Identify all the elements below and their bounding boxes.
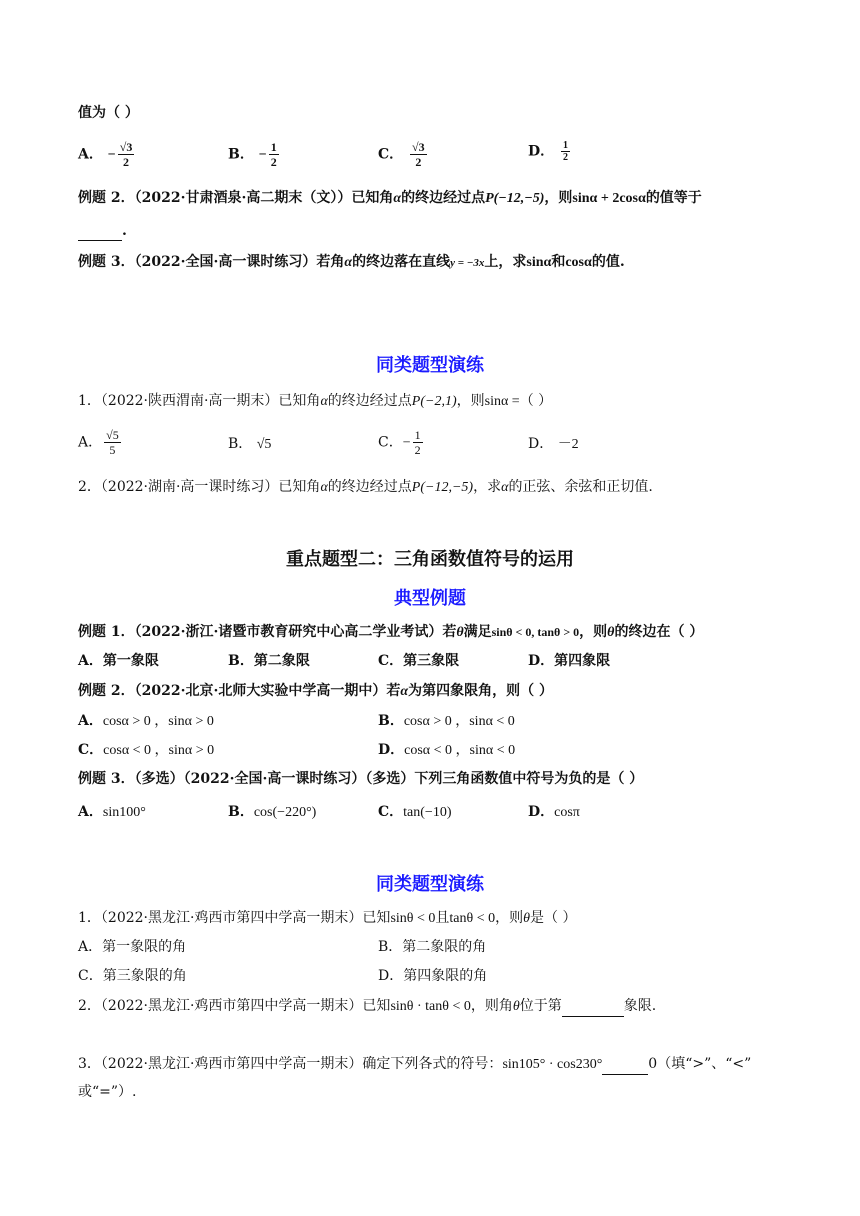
example-text: 例题 3．（2022·全国·高一课时练习）若角 (78, 254, 345, 270)
question-text: 2．（2022·黑龙江·鸡西市第四中学高一期末）已知 (78, 998, 391, 1014)
practice-question-3-continued: 或“=”）. (78, 1084, 137, 1100)
option-value: sin100° (102, 805, 146, 820)
example-text: 的终边在（ ） (614, 624, 704, 640)
math-sin: sinα (526, 255, 552, 270)
fraction-denominator: 5 (109, 443, 116, 457)
example-text: 的终边经过点 (401, 190, 486, 206)
math-alpha: α (393, 191, 402, 206)
type2-example-3: 例题 3．（多选）（2022·全国·高一课时练习）（多选）下列三角函数值中符号为负的是（ ） (78, 771, 644, 787)
math-condition: tanθ < 0 (449, 911, 496, 926)
math-theta: θ (523, 911, 530, 926)
option-label: A． (78, 146, 103, 163)
option-label: A． (78, 434, 103, 451)
option-a (78, 711, 214, 732)
section-title-typical-examples: 典型例题 (394, 588, 466, 609)
example-text: ，则 (579, 624, 608, 640)
option-d (528, 140, 572, 163)
option-label: D． (528, 804, 555, 820)
math-alpha: α (501, 480, 509, 495)
question-text: 位于第 (519, 998, 562, 1014)
option-label: B． (378, 713, 404, 729)
question-text: 象限. (623, 998, 657, 1014)
fraction-denominator: 2 (414, 443, 421, 457)
stem-text: 值为（ ） (78, 105, 139, 121)
question-text: 1．（2022·陕西渭南·高一期末）已知角 (78, 393, 321, 409)
practice-question-2 (78, 996, 656, 1017)
option-a: A． − $\frac{√3}{2}$ (78, 140, 133, 169)
question-text: 2．（2022·湖南·高一课时练习）已知角 (78, 479, 321, 495)
fraction-numerator: 1 (414, 428, 421, 442)
example-text: 满足 (463, 624, 492, 640)
math-expression: sinθ · tanθ < 0 (390, 999, 471, 1014)
option-label: C． (378, 804, 404, 820)
option-label: D． (378, 742, 405, 758)
option-value: cos(−220°) (253, 805, 317, 820)
option-value: cosα < 0 ，sinα < 0 (404, 743, 516, 758)
option-label: B． (228, 436, 253, 452)
math-alpha: α (320, 394, 328, 409)
option-value: √5 (256, 437, 272, 452)
question-text: （ ） (519, 393, 553, 409)
answer-blank-line (78, 221, 127, 241)
question-text: ，则角 (470, 998, 513, 1014)
example-text: 例题 1．（2022·浙江·诸暨市教育研究中心高二学业考试）若 (78, 624, 457, 640)
option-c (78, 740, 214, 761)
option-label: C． (378, 146, 404, 163)
option-value: －2 (557, 437, 579, 452)
fraction-numerator: 1 (270, 140, 277, 154)
example-text: 例题 2．（2022·甘肃酒泉·高二期末（文））已知角 (78, 190, 394, 206)
fraction-denominator: 2 (270, 155, 277, 169)
math-alpha: α (400, 684, 409, 699)
option-value: tan(−10) (403, 805, 452, 820)
example-text: 上，求 (484, 254, 527, 270)
option-value: cosα > 0 ，sinα < 0 (403, 714, 515, 729)
example-text: 的值等于 (645, 190, 702, 206)
example-3 (78, 252, 625, 273)
option-b: B．第二象限 (228, 653, 310, 669)
math-alpha: α (320, 480, 328, 495)
example-text: 的终边落在直线 (352, 254, 451, 270)
option-b: B．第二象限的角 (378, 939, 487, 955)
option-c (378, 428, 425, 457)
option-label: B． (228, 804, 254, 820)
fraction-denominator: 2 (563, 152, 569, 163)
fraction-denominator: 2 (415, 155, 422, 169)
minus-sign: − (402, 435, 411, 451)
math-expression: sinα = (484, 394, 520, 409)
question-stem-tail (78, 103, 139, 123)
option-label: A． (78, 713, 103, 729)
math-condition: sinθ < 0 (390, 911, 436, 926)
example-2 (78, 188, 702, 209)
option-b (228, 802, 316, 823)
fraction-numerator: √5 (106, 428, 119, 442)
question-text: 的正弦、余弦和正切值. (508, 479, 653, 495)
option-d (528, 802, 580, 823)
option-c (378, 802, 451, 823)
option-value: cosπ (554, 805, 580, 820)
math-condition: sinθ < 0, tanθ > 0 (491, 625, 580, 639)
fraction-numerator: √3 (412, 140, 425, 154)
question-text: ，则 (456, 393, 485, 409)
example-text: 和 (551, 254, 566, 270)
option-label: A． (78, 804, 103, 820)
math-line-equation: y = −3x (450, 257, 485, 269)
fraction-numerator: √3 (119, 140, 133, 154)
option-label: C． (378, 434, 403, 451)
practice-question-1 (78, 391, 552, 412)
math-point: P(−12,−5) (411, 480, 474, 495)
fraction-denominator: 2 (123, 155, 130, 169)
option-a: A．第一象限的角 (78, 939, 187, 955)
math-alpha: α (344, 255, 353, 270)
section-title-type-2: 重点题型二：三角函数值符号的运用 (286, 549, 574, 570)
option-a (78, 428, 123, 457)
type2-example-1 (78, 622, 703, 643)
option-value: cosα > 0 ，sinα > 0 (102, 714, 214, 729)
question-text: ，则 (495, 910, 524, 926)
question-text: 的终边经过点 (327, 479, 412, 495)
option-d: D．第四象限 (528, 653, 611, 669)
math-point: P(−12,−5) (485, 191, 545, 206)
answer-blank (78, 240, 122, 241)
practice-question-3 (78, 1054, 751, 1075)
option-value: cosα < 0 ，sinα > 0 (103, 743, 215, 758)
period: . (122, 223, 127, 239)
question-text: ，求 (473, 479, 502, 495)
option-label: C． (78, 742, 104, 758)
option-label: D． (528, 436, 554, 452)
option-c: C．第三象限 (378, 653, 460, 669)
math-cos: cosα (565, 255, 592, 270)
option-d: D．第四象限的角 (378, 968, 488, 984)
example-text: 为第四象限角，则（ ） (408, 683, 553, 699)
math-theta: θ (512, 999, 520, 1014)
example-text: 例题 2．（2022·北京·北师大实验中学高一期中）若 (78, 683, 401, 699)
option-label: B． (228, 146, 254, 163)
math-expression: sinα + 2cosα (572, 191, 646, 206)
question-text: 的终边经过点 (327, 393, 412, 409)
option-d (528, 434, 579, 455)
type2-example-2 (78, 681, 553, 702)
question-text: 3．（2022·黑龙江·鸡西市第四中学高一期末）确定下列各式的符号： (78, 1056, 503, 1072)
answer-blank (602, 1074, 648, 1075)
section-title-practice-2: 同类题型演练 (376, 874, 484, 895)
option-b (378, 711, 515, 732)
option-a (78, 802, 146, 823)
option-c (378, 140, 429, 169)
math-point: P(−2,1) (411, 394, 457, 409)
fraction-numerator: 1 (563, 140, 569, 151)
option-d (378, 740, 515, 761)
math-theta: θ (456, 625, 464, 640)
practice-question-2 (78, 477, 653, 498)
question-text: 是（ ） (530, 910, 577, 926)
question-text: 0（填“>”、“<” (648, 1056, 752, 1072)
question-text: 且 (435, 910, 450, 926)
option-c: C．第三象限的角 (78, 968, 187, 984)
math-expression: sin105° · cos230° (502, 1057, 603, 1072)
answer-blank (562, 1016, 624, 1017)
question-text: 1．（2022·黑龙江·鸡西市第四中学高一期末）已知 (78, 910, 391, 926)
option-b: B． − $\frac{1}{2}$ (228, 140, 277, 169)
example-text: ，则 (544, 190, 573, 206)
practice-question-1 (78, 908, 576, 929)
section-title-practice-1: 同类题型演练 (376, 355, 484, 376)
option-label: D． (528, 143, 555, 160)
option-a: A．第一象限 (78, 653, 159, 669)
example-text: 的值. (591, 254, 625, 270)
option-b (228, 434, 271, 455)
math-theta: θ (607, 625, 615, 640)
